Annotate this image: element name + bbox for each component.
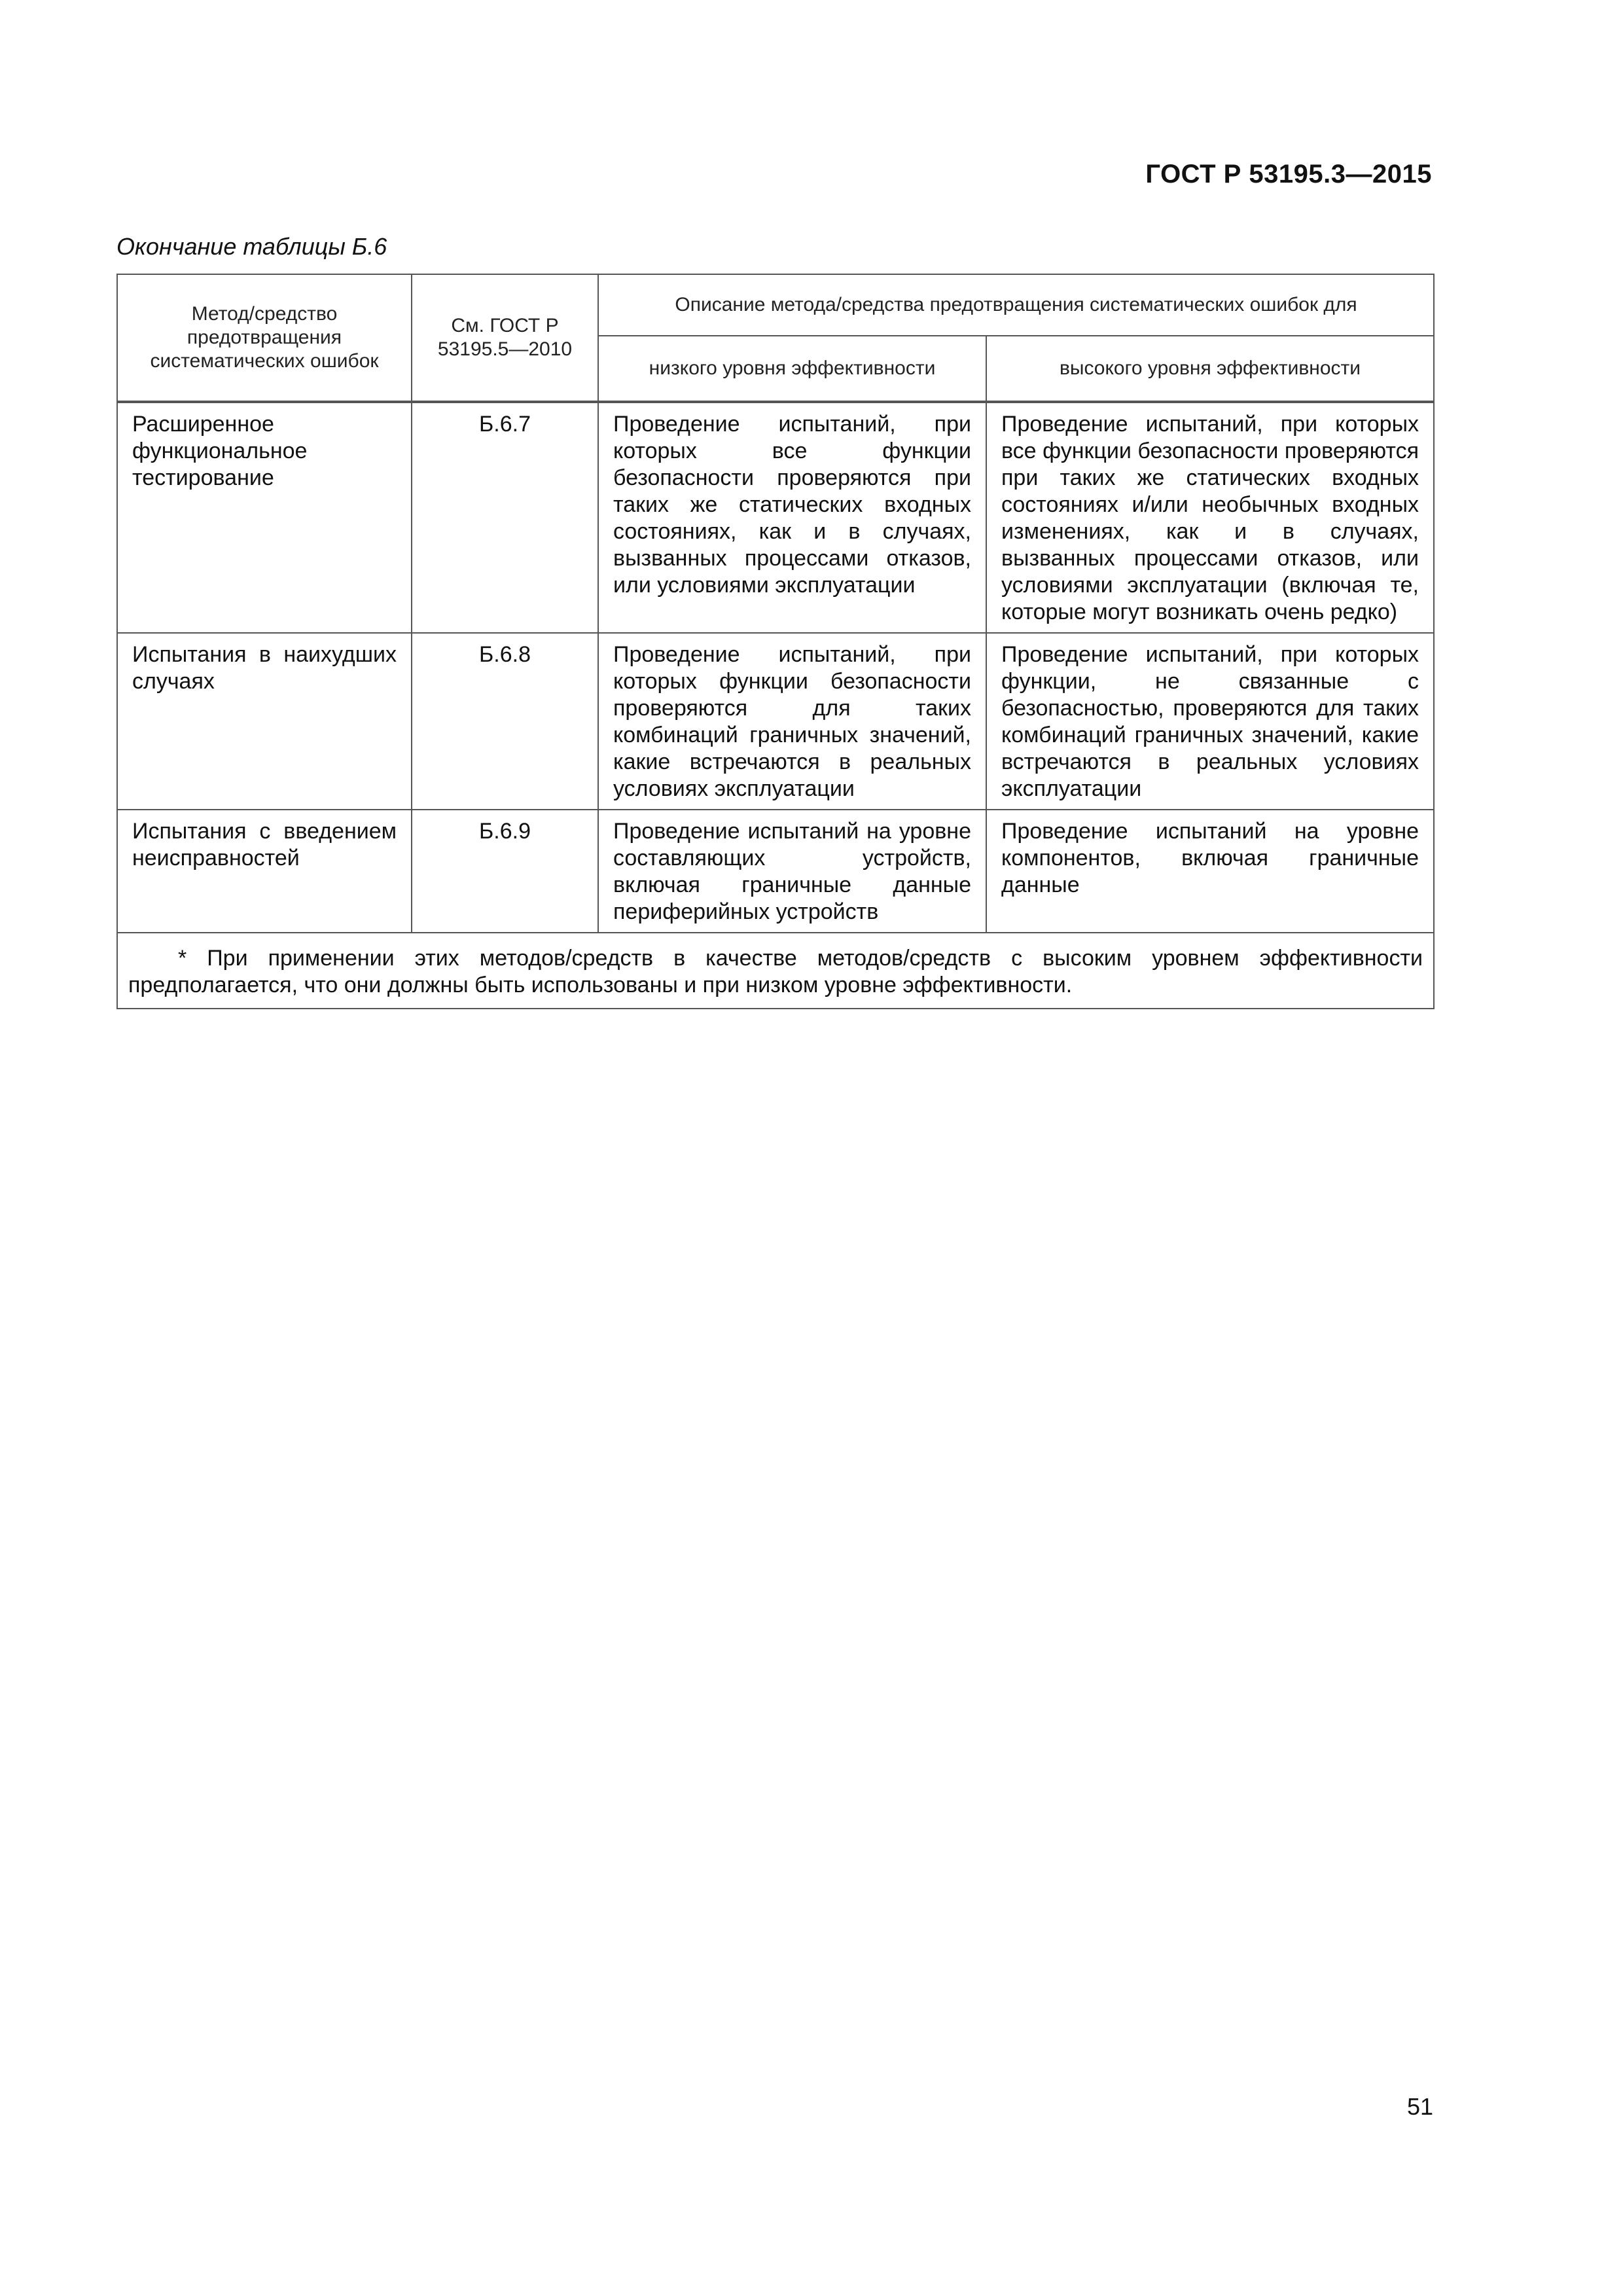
- cell-method: Испытания с введением неисправностей: [117, 810, 412, 933]
- cell-method: Расширенное функциональное тестирование: [117, 403, 412, 633]
- header-method: Метод/средство предотвращения систематических ошибок: [117, 274, 412, 401]
- cell-low-level: Проведение испытаний, при которых функции безопасности проверяются для таких комбинаций граничных значений, какие встречаются в реальных условиях эксплуатации: [598, 633, 986, 810]
- table-row: [117, 810, 1434, 933]
- cell-method: Испытания в наихудших случаях: [117, 633, 412, 810]
- document-designation: ГОСТ Р 53195.3—2015: [1145, 160, 1432, 188]
- footnote-text: * При применении этих методов/средств в качестве методов/средств с высоким уровнем эффективности предполагается, что они должны быть использованы и при низком уровне эффективности.: [128, 946, 1423, 997]
- cell-low-level: Проведение испытаний, при которых все функции безопасности проверяются при таких же статических входных состояниях, как и в случаях, вызванных процессами отказов, или условиями эксплуатации: [598, 403, 986, 633]
- cell-reference: Б.6.9: [412, 810, 598, 933]
- table-header-row: [117, 274, 1434, 336]
- header-high-level: высокого уровня эффективности: [986, 336, 1434, 401]
- cell-low-level: Проведение испытаний на уровне составляющих устройств, включая граничные данные периферийных устройств: [598, 810, 986, 933]
- header-description: Описание метода/средства предотвращения систематических ошибок для: [598, 274, 1434, 336]
- methods-table: [116, 274, 1435, 1009]
- cell-reference: Б.6.7: [412, 403, 598, 633]
- table-footnote: [117, 933, 1434, 1009]
- cell-high-level: Проведение испытаний, при которых функции, не связанные с безопасностью, проверяются для таких комбинаций граничных значений, какие встречаются в реальных условиях эксплуатации: [986, 633, 1434, 810]
- cell-high-level: Проведение испытаний на уровне компонентов, включая граничные данные: [986, 810, 1434, 933]
- table-row: [117, 633, 1434, 810]
- table-row: [117, 403, 1434, 633]
- page-number: 51: [1406, 2093, 1433, 2120]
- cell-reference: Б.6.8: [412, 633, 598, 810]
- header-low-level: низкого уровня эффективности: [598, 336, 986, 401]
- cell-high-level: Проведение испытаний, при которых все функции безопасности проверяются при таких же статических входных состояниях и/или необычных входных изменениях, как и в случаях, вызванных процессами отказов, или условиями эксплуатации (включая те, которые могут возникать очень редко): [986, 403, 1434, 633]
- footnote-row: [117, 933, 1434, 1009]
- table-caption: Окончание таблицы Б.6: [116, 233, 387, 260]
- header-reference: См. ГОСТ Р 53195.5—2010: [412, 274, 598, 401]
